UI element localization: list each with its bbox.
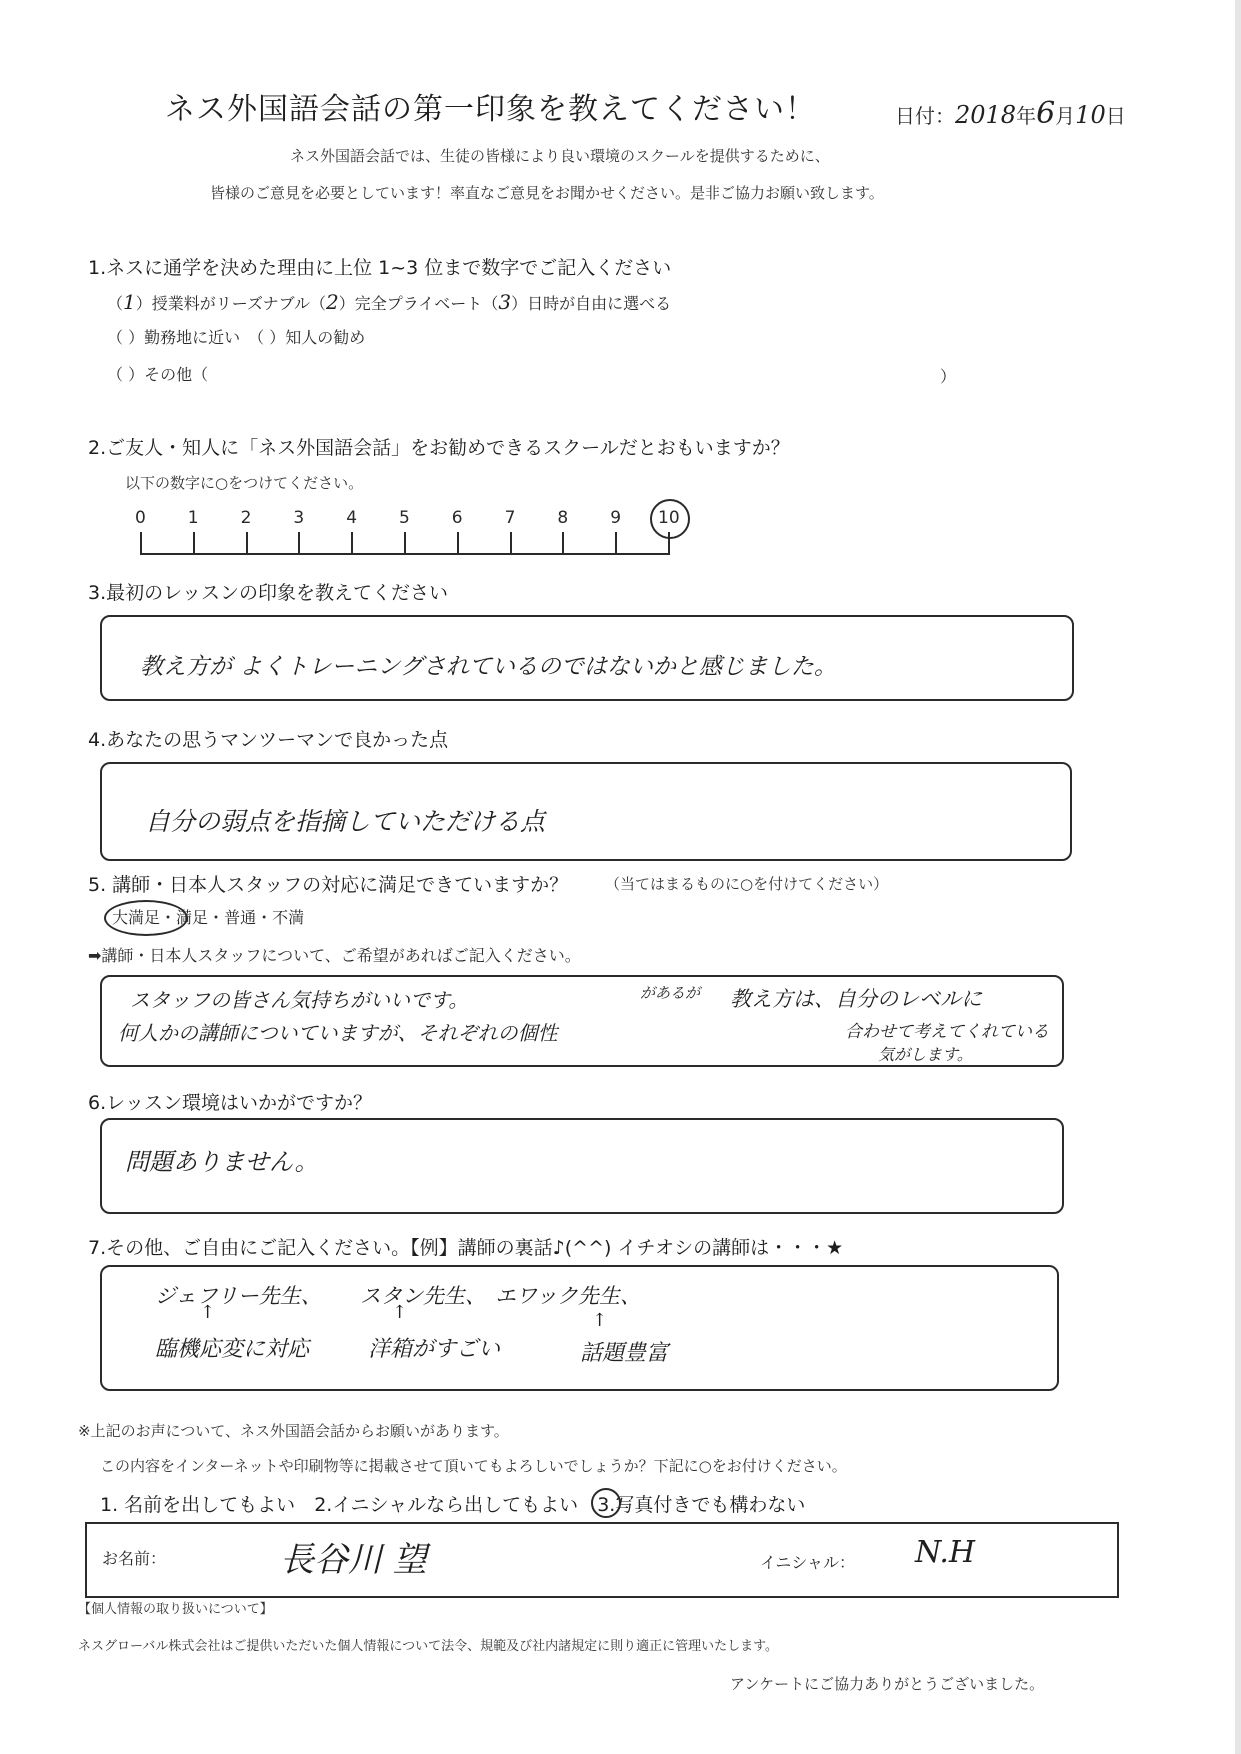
q6-label: 6.レッスン環境はいかがですか？ <box>88 1092 372 1114</box>
q7-note-1: 臨機応変に対応 <box>155 1337 310 1362</box>
date-year: 2018 <box>955 101 1017 129</box>
q7-note-3: 話題豊富 <box>580 1341 669 1366</box>
scale-tick-2 <box>246 532 248 554</box>
q5-option-very-satisfied: 大満足 <box>112 908 161 927</box>
q4-label: 4.あなたの思うマンツーマンで良かった点 <box>88 729 449 751</box>
consent-option-name: 1. 名前を出してもよい <box>100 1494 296 1516</box>
date-day: 10 <box>1075 101 1106 129</box>
q2-label: 2.ご友人・知人に「ネス外国語会話」をお勧めできるスクールだとおもいますか？ <box>88 437 790 459</box>
consent-options <box>100 1490 805 1517</box>
initial-value: N.H <box>915 1535 976 1570</box>
q4-answer: 自分の弱点を指摘していただける点 <box>145 807 546 836</box>
thanks-text: アンケートにご協力ありがとうございました。 <box>730 1675 1045 1693</box>
scale-tick-7 <box>510 532 512 554</box>
q5-answer-insert: があるが <box>640 984 701 1002</box>
scale-tick-0 <box>140 532 142 554</box>
consent-question: この内容をインターネットや印刷物等に掲載させて頂いてもよろしいでしょうか？下記に○をお付けください。 <box>100 1457 847 1475</box>
scale-tick-8 <box>562 532 564 554</box>
q5-answer-right-3: 気がします。 <box>878 1045 973 1064</box>
date-month: 6 <box>1036 96 1056 131</box>
q5-answer-line-1: スタッフの皆さん気持ちがいいです。 <box>130 988 469 1012</box>
scan-edge <box>1235 0 1241 1754</box>
page-title: ネス外国語会話の第一印象を教えてください！ <box>165 92 816 127</box>
q7-arrow-2: ↑ <box>392 1302 408 1323</box>
name-value: 長谷川 望 <box>280 1540 427 1580</box>
scale-tick-3 <box>298 532 300 554</box>
q7-teacher-1: ジェフリー先生、 <box>155 1284 322 1308</box>
q1-mark-2: 2 <box>326 290 339 314</box>
name-label: お名前： <box>102 1549 167 1568</box>
scale-number-0: 0 <box>135 508 146 528</box>
consent-selected-circle <box>591 1488 621 1518</box>
q5-options: 大満足・満足・普通・不満 <box>112 905 304 928</box>
scale-selected-circle <box>650 499 690 539</box>
q1-label: 1.ネスに通学を決めた理由に上位 1~3 位まで数字でご記入ください <box>88 257 672 279</box>
scale-number-5: 5 <box>399 508 410 528</box>
q6-answer: 問題ありません。 <box>125 1148 319 1176</box>
consent-note: ※上記のお声について、ネス外国語会話からお願いがあります。 <box>78 1422 509 1440</box>
q5-option-unsatisfied: 不満 <box>272 908 305 927</box>
q1-option-private: 完全プライベート <box>354 294 483 313</box>
scale-tick-6 <box>457 532 459 554</box>
scale-number-6: 6 <box>451 508 463 528</box>
q2-sub: 以下の数字に○をつけてください。 <box>125 474 364 492</box>
q7-arrow-3: ↑ <box>592 1310 608 1331</box>
initial-label: イニシャル： <box>760 1553 856 1572</box>
q7-label: 7.その他、ご自由にご記入ください。【例】講師の裏話♪(^^) イチオシの講師は・・・★ <box>88 1237 844 1259</box>
q5-answer-right-2: 合わせて考えてくれている <box>845 1022 1049 1042</box>
q1-options-row-1: （1）授業料がリーズナブル（2）完全プライベート（3）日時が自由に選べる <box>107 290 672 314</box>
q5-option-satisfied: 満足 <box>176 908 209 927</box>
date-month-unit: 月 <box>1055 104 1076 128</box>
scale-number-1: 1 <box>187 508 199 528</box>
consent-option-initial: 2.イニシャルなら出してもよい <box>314 1494 579 1516</box>
q5-selected-circle <box>104 900 188 936</box>
q1-option-work: 勤務地に近い <box>144 328 241 347</box>
q1-option-other: （ ）その他（ <box>107 365 209 384</box>
consent-option-photo: 3.写真付きでも構わない <box>597 1494 806 1516</box>
scale-baseline <box>140 553 670 555</box>
q7-teacher-2: スタン先生、 <box>360 1284 486 1308</box>
intro-line-2: 皆様のご意見を必要としています！率直なご意見をお聞かせください。是非ご協力お願い致します。 <box>210 184 884 202</box>
scale-number-9: 9 <box>610 508 622 528</box>
q1-other-close: ） <box>940 367 957 386</box>
scale-number-3: 3 <box>293 508 305 528</box>
scale-number-2: 2 <box>240 508 252 528</box>
scale-tick-5 <box>404 532 406 554</box>
q7-arrow-1: ↑ <box>200 1302 216 1323</box>
privacy-text: ネスグローバル株式会社はご提供いただいた個人情報について法令、規範及び社内諸規定に則り適正に管理いたします。 <box>78 1639 779 1654</box>
scale-tick-4 <box>351 532 353 554</box>
q5-answer-right-1: 教え方は、自分のレベルに <box>730 987 982 1011</box>
privacy-title: 【個人情報の取り扱いについて】 <box>78 1602 273 1617</box>
date-year-unit: 年 <box>1016 104 1037 128</box>
scale-tick-1 <box>193 532 195 554</box>
q5-hint: （当てはまるものに○を付けてください） <box>605 875 889 893</box>
q1-mark-3: 3 <box>498 290 512 314</box>
date-field <box>895 96 1126 131</box>
q1-mark-1: 1 <box>123 290 136 314</box>
q1-option-referral: 知人の勧め <box>285 328 366 347</box>
date-label: 日付： <box>895 104 955 128</box>
scale-number-10: 10 <box>658 508 680 528</box>
q7-teacher-3: エワック先生、 <box>495 1284 641 1308</box>
q7-note-2: 洋箱がすごい <box>368 1337 501 1362</box>
date-day-unit: 日 <box>1105 104 1126 128</box>
q5-answer-line-2: 何人かの講師についていますが、それぞれの個性 <box>118 1021 558 1045</box>
scale-tick-9 <box>615 532 617 554</box>
q1-option-schedule: 日時が自由に選べる <box>527 294 672 313</box>
q3-label: 3.最初のレッスンの印象を教えてください <box>88 582 448 604</box>
q1-options-row-2: （ ）勤務地に近い （ ）知人の勧め <box>107 328 366 347</box>
q3-answer: 教え方が よくトレーニングされているのではないかと感じました。 <box>140 654 837 680</box>
scale-number-8: 8 <box>557 508 569 528</box>
q5-option-neutral: 普通 <box>224 908 257 927</box>
q1-option-tuition: 授業料がリーズナブル <box>151 294 311 313</box>
q5-sub: ➡講師・日本人スタッフについて、ご希望があればご記入ください。 <box>88 946 581 965</box>
intro-line-1: ネス外国語会話では、生徒の皆様により良い環境のスクールを提供するために、 <box>290 147 830 165</box>
q5-label: 5. 講師・日本人スタッフの対応に満足できていますか？ <box>88 874 569 896</box>
scale-number-4: 4 <box>346 508 358 528</box>
scale-number-7: 7 <box>504 508 516 528</box>
